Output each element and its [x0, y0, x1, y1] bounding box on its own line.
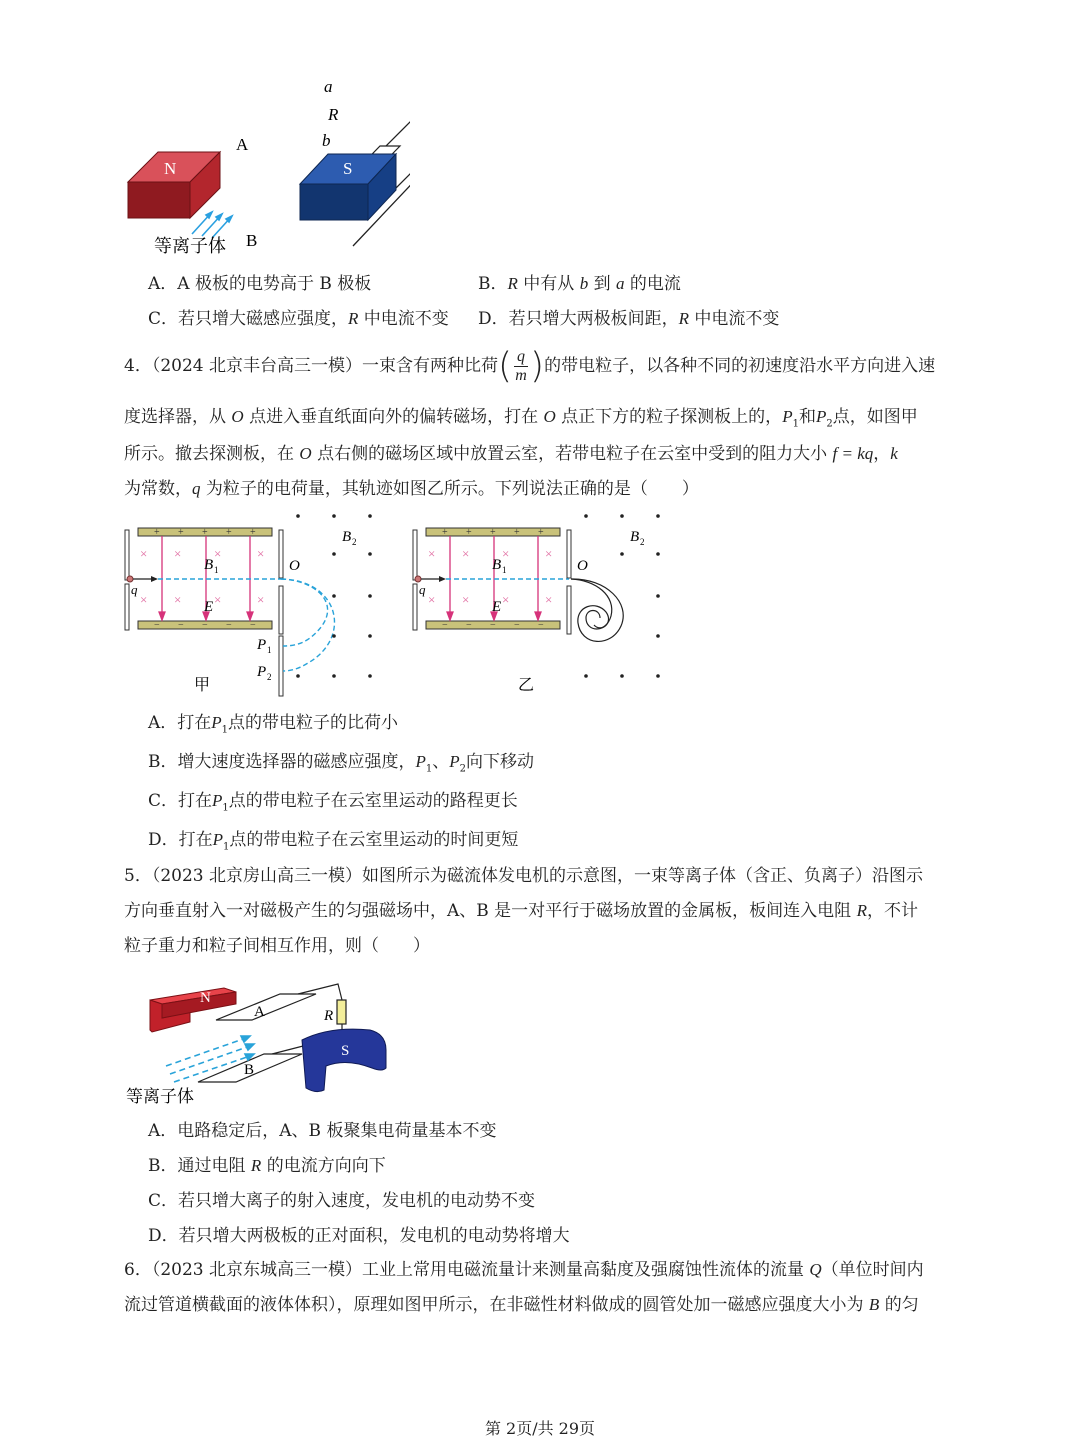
svg-text:+: + [490, 527, 496, 538]
q5-stem-line3: 粒子重力和粒子间相互作用，则（ ） [124, 936, 430, 956]
svg-text:×: × [257, 592, 265, 607]
page-number: 第 2页/共 29页 [484, 1419, 596, 1438]
q4-option-d[interactable]: D．打在$P_1$点的带电粒子在云室里运动的时间更短 [148, 830, 519, 853]
svg-text:P: P [257, 637, 267, 653]
resistor-r [337, 1000, 346, 1024]
svg-text:×: × [140, 546, 148, 561]
svg-text:×: × [174, 592, 182, 607]
svg-text:−: − [202, 620, 208, 631]
q4-stem-line4: 为常数，q 为粒子的电荷量，其轨迹如图乙所示。下列说法正确的是（ ） [124, 479, 699, 499]
svg-text:O: O [289, 558, 300, 574]
spiral-tracks [571, 579, 623, 641]
svg-text:1: 1 [214, 565, 219, 575]
svg-text:2: 2 [267, 672, 272, 682]
svg-text:1: 1 [267, 645, 272, 655]
svg-text:×: × [462, 592, 470, 607]
q5-option-b[interactable]: B．通过电阻 R 的电流方向向下 [148, 1156, 386, 1176]
label-b: b [322, 131, 331, 150]
label-a: a [324, 77, 333, 96]
svg-text:×: × [257, 546, 265, 561]
q4-stem-line2: 度选择器，从 O 点进入垂直纸面向外的偏转磁场，打在 O 点正下方的粒子探测板上的，$P_1$和$P_2$点，如图甲 [124, 407, 918, 430]
svg-text:N: N [200, 990, 211, 1006]
svg-text:R: R [324, 1008, 334, 1024]
svg-text:1: 1 [502, 565, 507, 575]
svg-text:×: × [140, 592, 148, 607]
q5-option-a[interactable]: A．电路稳定后，A、B 板聚集电荷量基本不变 [148, 1121, 497, 1141]
svg-text:×: × [214, 546, 222, 561]
svg-text:×: × [174, 546, 182, 561]
svg-text:−: − [538, 620, 544, 631]
q4-option-a[interactable]: A．打在$P_1$点的带电粒子的比荷小 [148, 713, 399, 736]
svg-text:+: + [178, 527, 184, 538]
diagram-jia [125, 514, 372, 696]
q5-option-d[interactable]: D．若只增大两极板的正对面积，发电机的电动势将增大 [148, 1226, 570, 1246]
svg-text:−: − [154, 620, 160, 631]
svg-text:E: E [492, 599, 502, 615]
figure-1-mhd-generator [120, 76, 410, 266]
figure-3-mhd-generator [120, 970, 400, 1110]
svg-text:2: 2 [352, 537, 357, 547]
svg-text:−: − [514, 620, 520, 631]
label-plasma: 等离子体 [126, 1087, 194, 1106]
svg-text:+: + [250, 527, 256, 538]
svg-text:O: O [577, 558, 588, 574]
svg-text:q: q [419, 582, 426, 597]
magnet-s [302, 1029, 386, 1091]
label-plate-a: A [236, 135, 249, 154]
label-r: R [328, 105, 339, 124]
svg-text:S: S [341, 1043, 350, 1059]
svg-text:E: E [204, 599, 214, 615]
svg-text:×: × [214, 592, 222, 607]
svg-text:×: × [545, 546, 553, 561]
caption-yi: 乙 [518, 677, 535, 694]
plasma-arrows [192, 212, 232, 238]
svg-text:×: × [428, 546, 436, 561]
svg-text:+: + [466, 527, 472, 538]
svg-text:+: + [442, 527, 448, 538]
q4-stem-line3: 所示。撤去探测板，在 O 点右侧的磁场区域中放置云室，若带电粒子在云室中受到的阻力大小 f = kq，k [124, 444, 898, 464]
q6-stem-line1: 6．（2023 北京东城高三一模）工业上常用电磁流量计来测量高黏度及强腐蚀性流体的流量 Q（单位时间内 [124, 1260, 924, 1280]
svg-text:−: − [466, 620, 472, 631]
detector-plate [279, 636, 283, 696]
svg-text:A: A [254, 1004, 265, 1020]
figure-2-velocity-selector [118, 508, 678, 700]
svg-text:×: × [502, 546, 510, 561]
svg-text:+: + [154, 527, 160, 538]
svg-text:B: B [244, 1062, 255, 1078]
svg-text:+: + [514, 527, 520, 538]
svg-text:×: × [502, 592, 510, 607]
svg-text:×: × [428, 592, 436, 607]
svg-text:B: B [342, 529, 352, 545]
q4-stem-line1: 4．（2024 北京丰台高三一模）一束含有两种比荷( $\frac{q}{m}$ )的带电粒子，以各种不同的初速度沿水平方向进入速 [124, 345, 936, 387]
q4-option-b[interactable]: B．增大速度选择器的磁感应强度，$P_1$、$P_2$向下移动 [148, 752, 535, 775]
svg-text:q: q [131, 582, 138, 597]
svg-text:+: + [226, 527, 232, 538]
q3-option-b[interactable]: B．R 中有从 b 到 a 的电流 [478, 274, 681, 294]
q5-stem-line2: 方向垂直射入一对磁极产生的匀强磁场中，A、B 是一对平行于磁场放置的金属板，板间连入电阻 R，不计 [124, 901, 918, 921]
label-plasma: 等离子体 [154, 236, 226, 256]
svg-text:+: + [202, 527, 208, 538]
svg-text:P: P [257, 664, 267, 680]
label-plate-b: B [246, 231, 258, 250]
q4-option-c[interactable]: C．打在$P_1$点的带电粒子在云室里运动的路程更长 [148, 791, 518, 814]
q6-stem-line2: 流过管道横截面的液体体积），原理如图甲所示，在非磁性材料做成的圆管处加一磁感应强度大小为 B 的匀 [124, 1295, 919, 1315]
caption-jia: 甲 [194, 677, 211, 694]
svg-text:B: B [204, 557, 214, 573]
svg-text:2: 2 [640, 537, 645, 547]
svg-text:−: − [250, 620, 256, 631]
q5-option-c[interactable]: C．若只增大离子的射入速度，发电机的电动势不变 [148, 1191, 536, 1211]
svg-text:−: − [178, 620, 184, 631]
q3-option-a[interactable]: A．A 极板的电势高于 B 极板 [148, 274, 372, 294]
svg-text:B: B [492, 557, 502, 573]
diagram-yi [413, 514, 660, 694]
magnet-n-front [128, 182, 190, 218]
label-s: S [343, 159, 353, 178]
q3-option-c[interactable]: C．若只增大磁感应强度，R 中电流不变 [148, 309, 449, 329]
svg-text:×: × [462, 546, 470, 561]
magnet-s-front [300, 184, 368, 220]
q3-option-d[interactable]: D．若只增大两极板间距，R 中电流不变 [478, 309, 780, 329]
svg-text:+: + [538, 527, 544, 538]
svg-text:−: − [490, 620, 496, 631]
svg-text:B: B [630, 529, 640, 545]
fraction-q-over-m: $\frac{q}{m}$ [515, 348, 527, 384]
q5-stem-line1: 5．（2023 北京房山高三一模）如图所示为磁流体发电机的示意图，一束等离子体（含正、负离子）沿图示 [124, 866, 923, 886]
label-n: N [164, 159, 177, 178]
svg-text:−: − [442, 620, 448, 631]
svg-text:×: × [545, 592, 553, 607]
svg-text:−: − [226, 620, 232, 631]
